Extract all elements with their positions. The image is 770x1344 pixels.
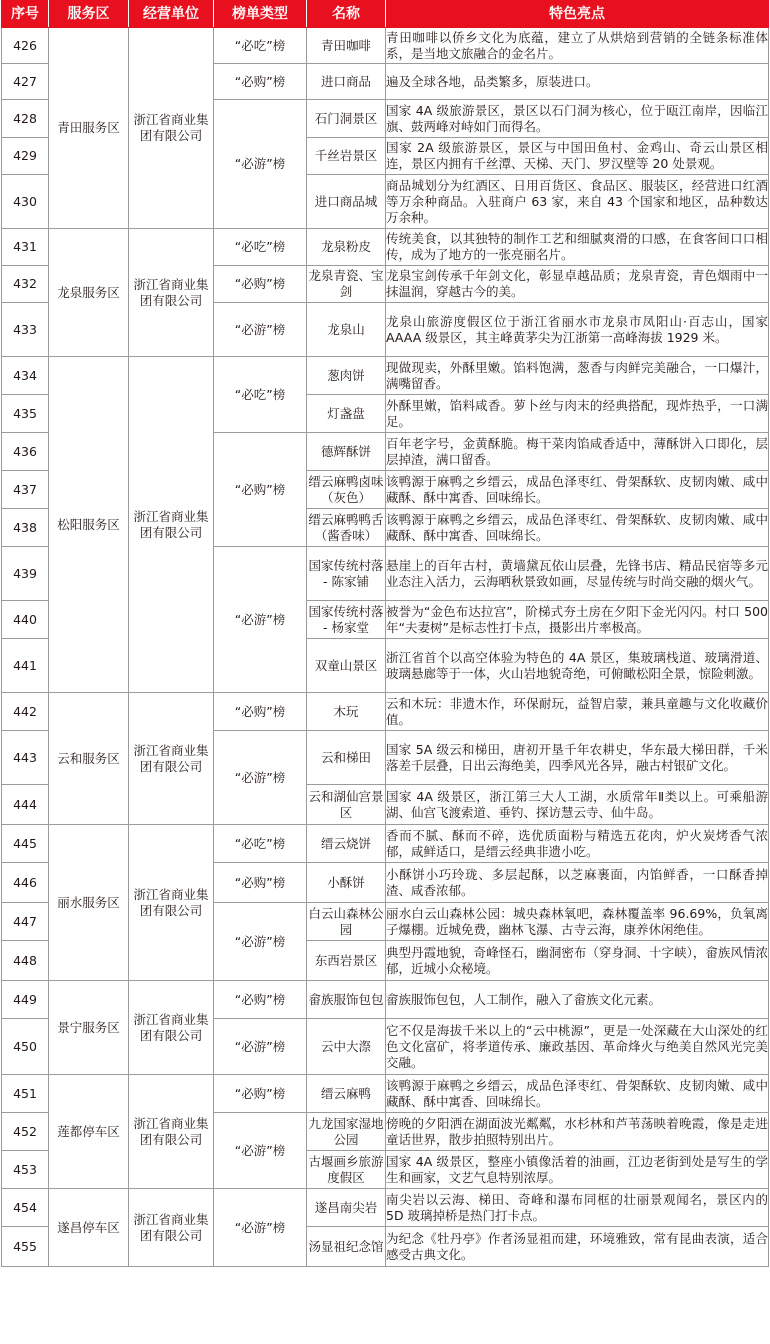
row-seq: 441 bbox=[2, 639, 49, 693]
item-feature: 现做现卖，外酥里嫩。馅料饱满，葱香与肉鲜完美融合，一口爆汁，满嘴留香。 bbox=[386, 357, 769, 395]
item-feature: 该鸭源于麻鸭之乡缙云，成品色泽枣红、骨架酥软、皮韧肉嫩、咸中藏酥、酥中寓香、回味绵长。 bbox=[386, 1075, 769, 1113]
operator-unit: 浙江省商业集团有限公司 bbox=[129, 1189, 214, 1267]
item-feature: 悬崖上的百年古村，黄墙黛瓦依山层叠，先锋书店、精品民宿等多元业态注入活力，云海晒秋景致如画，尽显传统与时尚交融的烟火气。 bbox=[386, 547, 769, 601]
item-feature: 传统美食，以其独特的制作工艺和细腻爽滑的口感，在食客间口口相传，成为了地方的一张亮丽名片。 bbox=[386, 229, 769, 266]
item-name: 灯盏盘 bbox=[307, 395, 386, 433]
row-seq: 428 bbox=[2, 100, 49, 138]
item-feature: 外酥里嫩，馅料咸香。萝卜丝与肉末的经典搭配，现炸热乎，一口满足。 bbox=[386, 395, 769, 433]
item-feature: 该鸭源于麻鸭之乡缙云，成品色泽枣红、骨架酥软、皮韧肉嫩、咸中藏酥、酥中寓香、回味绵长。 bbox=[386, 471, 769, 509]
operator-unit: 浙江省商业集团有限公司 bbox=[129, 357, 214, 693]
item-name: 进口商品 bbox=[307, 64, 386, 100]
row-seq: 434 bbox=[2, 357, 49, 395]
item-name: 木玩 bbox=[307, 693, 386, 731]
table-row bbox=[2, 693, 769, 731]
header-type: 榜单类型 bbox=[214, 1, 307, 28]
item-feature: 南尖岩以云海、梯田、奇峰和瀑布同框的壮丽景观闻名，景区内的 5D 玻璃掉桥是热门打卡点。 bbox=[386, 1189, 769, 1227]
service-area: 松阳服务区 bbox=[49, 357, 129, 693]
item-name: 缙云烧饼 bbox=[307, 825, 386, 863]
row-seq: 454 bbox=[2, 1189, 49, 1227]
list-type: “必吃”榜 bbox=[214, 357, 307, 433]
item-feature: 为纪念《牡丹亭》作者汤显祖而建，环境雅致，常有昆曲表演，适合感受古典文化。 bbox=[386, 1227, 769, 1267]
item-name: 龙泉粉皮 bbox=[307, 229, 386, 266]
row-seq: 429 bbox=[2, 138, 49, 175]
table-row bbox=[2, 229, 769, 266]
list-type: “必购”榜 bbox=[214, 1075, 307, 1113]
item-name: 白云山森林公园 bbox=[307, 903, 386, 941]
item-name: 遂昌南尖岩 bbox=[307, 1189, 386, 1227]
item-feature: 国家 5A 级云和梯田，唐初开垦千年农耕史，华东最大梯田群，千米落差千层叠，日出云海绝美，四季风光各异，融古村银矿文化。 bbox=[386, 731, 769, 785]
header-feature: 特色亮点 bbox=[386, 1, 769, 28]
list-type: “必游”榜 bbox=[214, 1019, 307, 1075]
list-type: “必吃”榜 bbox=[214, 229, 307, 266]
item-feature: 龙泉山旅游度假区位于浙江省丽水市龙泉市凤阳山·百志山，国家 AAAA 级景区，其主峰黄茅尖为江浙第一高峰海拔 1929 米。 bbox=[386, 303, 769, 357]
row-seq: 451 bbox=[2, 1075, 49, 1113]
row-seq: 450 bbox=[2, 1019, 49, 1075]
item-name: 云中大漈 bbox=[307, 1019, 386, 1075]
header-unit: 经营单位 bbox=[129, 1, 214, 28]
list-type: “必购”榜 bbox=[214, 433, 307, 547]
list-type: “必游”榜 bbox=[214, 547, 307, 693]
item-feature: 国家 4A 级旅游景区，景区以石门洞为核心，位于瓯江南岸，因临江旗、鼓两峰对峙如门而得名。 bbox=[386, 100, 769, 138]
item-name: 葱肉饼 bbox=[307, 357, 386, 395]
item-feature: 典型丹霞地貌，奇峰怪石，幽洞密布（穿身洞、十字峡），畲族风情浓郁，近城小众秘境。 bbox=[386, 941, 769, 981]
row-seq: 455 bbox=[2, 1227, 49, 1267]
list-type: “必游”榜 bbox=[214, 100, 307, 229]
item-feature: 傍晚的夕阳洒在湖面波光粼粼，水杉林和芦苇荡映着晚霞，像是走进童话世界，散步拍照特别出片。 bbox=[386, 1113, 769, 1151]
table-row bbox=[2, 1075, 769, 1113]
row-seq: 426 bbox=[2, 28, 49, 64]
row-seq: 432 bbox=[2, 266, 49, 303]
service-area: 莲都停车区 bbox=[49, 1075, 129, 1189]
row-seq: 435 bbox=[2, 395, 49, 433]
list-type: “必购”榜 bbox=[214, 981, 307, 1019]
item-name: 东西岩景区 bbox=[307, 941, 386, 981]
item-name: 缙云麻鸭 bbox=[307, 1075, 386, 1113]
item-name: 国家传统村落 - 陈家铺 bbox=[307, 547, 386, 601]
header-name: 名称 bbox=[307, 1, 386, 28]
header-row bbox=[2, 1, 769, 28]
service-area: 景宁服务区 bbox=[49, 981, 129, 1075]
row-seq: 440 bbox=[2, 601, 49, 639]
item-name: 小酥饼 bbox=[307, 863, 386, 903]
table-row bbox=[2, 981, 769, 1019]
list-type: “必购”榜 bbox=[214, 863, 307, 903]
list-type: “必游”榜 bbox=[214, 731, 307, 825]
item-feature: 遍及全球各地，品类繁多，原装进口。 bbox=[386, 64, 769, 100]
item-feature: 被誉为“金色布达拉宫”，阶梯式夯土房在夕阳下金光闪闪。村口 500 年“夫妻树”是标志性打卡点，摄影出片率极高。 bbox=[386, 601, 769, 639]
list-type: “必游”榜 bbox=[214, 303, 307, 357]
service-area: 丽水服务区 bbox=[49, 825, 129, 981]
row-seq: 433 bbox=[2, 303, 49, 357]
row-seq: 445 bbox=[2, 825, 49, 863]
operator-unit: 浙江省商业集团有限公司 bbox=[129, 981, 214, 1075]
operator-unit: 浙江省商业集团有限公司 bbox=[129, 693, 214, 825]
ranking-table bbox=[1, 0, 769, 1267]
list-type: “必购”榜 bbox=[214, 64, 307, 100]
item-name: 汤显祖纪念馆 bbox=[307, 1227, 386, 1267]
item-name: 德辉酥饼 bbox=[307, 433, 386, 471]
item-feature: 商品城划分为红酒区、日用百货区、食品区、服装区，经营进口红酒等万余种商品。入驻商户 63 家，来自 43 个国家和地区，品种数达万余种。 bbox=[386, 175, 769, 229]
item-feature: 国家 2A 级旅游景区，景区与中国田鱼村、金鸡山、奇云山景区相连，景区内拥有千丝潭、天梯、天门、罗汉壁等 20 处景观。 bbox=[386, 138, 769, 175]
item-name: 千丝岩景区 bbox=[307, 138, 386, 175]
row-seq: 448 bbox=[2, 941, 49, 981]
operator-unit: 浙江省商业集团有限公司 bbox=[129, 28, 214, 229]
item-feature: 该鸭源于麻鸭之乡缙云，成品色泽枣红、骨架酥软、皮韧肉嫩、咸中藏酥、酥中寓香、回味绵长。 bbox=[386, 509, 769, 547]
list-type: “必购”榜 bbox=[214, 266, 307, 303]
item-name: 青田咖啡 bbox=[307, 28, 386, 64]
item-feature: 香而不腻、酥而不碎，选优质面粉与精选五花肉，炉火炭烤香气浓郁，咸鲜适口，是缙云经典非遗小吃。 bbox=[386, 825, 769, 863]
operator-unit: 浙江省商业集团有限公司 bbox=[129, 825, 214, 981]
item-name: 云和湖仙宫景区 bbox=[307, 785, 386, 825]
list-type: “必游”榜 bbox=[214, 903, 307, 981]
table-row bbox=[2, 1189, 769, 1227]
row-seq: 431 bbox=[2, 229, 49, 266]
service-area: 遂昌停车区 bbox=[49, 1189, 129, 1267]
item-feature: 百年老字号，金黄酥脆。梅干菜肉馅咸香适中，薄酥饼入口即化，层层掉渣，满口留香。 bbox=[386, 433, 769, 471]
item-name: 古堰画乡旅游度假区 bbox=[307, 1151, 386, 1189]
operator-unit: 浙江省商业集团有限公司 bbox=[129, 1075, 214, 1189]
operator-unit: 浙江省商业集团有限公司 bbox=[129, 229, 214, 357]
row-seq: 443 bbox=[2, 731, 49, 785]
service-area: 青田服务区 bbox=[49, 28, 129, 229]
item-name: 进口商品城 bbox=[307, 175, 386, 229]
table-row bbox=[2, 357, 769, 395]
row-seq: 427 bbox=[2, 64, 49, 100]
row-seq: 430 bbox=[2, 175, 49, 229]
row-seq: 439 bbox=[2, 547, 49, 601]
item-feature: 畲族服饰包包，人工制作，融入了畲族文化元素。 bbox=[386, 981, 769, 1019]
item-name: 畲族服饰包包 bbox=[307, 981, 386, 1019]
row-seq: 453 bbox=[2, 1151, 49, 1189]
header-seq: 序号 bbox=[2, 1, 49, 28]
item-name: 云和梯田 bbox=[307, 731, 386, 785]
item-feature: 它不仅是海拔千米以上的“云中桃源”，更是一处深藏在大山深处的红色文化富矿，将孝道传承、廉政基因、革命烽火与绝美自然风光完美交融。 bbox=[386, 1019, 769, 1075]
row-seq: 452 bbox=[2, 1113, 49, 1151]
item-feature: 青田咖啡以侨乡文化为底蕴，建立了从烘焙到营销的全链条标准体系，是当地文旅融合的金名片。 bbox=[386, 28, 769, 64]
row-seq: 447 bbox=[2, 903, 49, 941]
list-type: “必游”榜 bbox=[214, 1189, 307, 1267]
item-name: 龙泉山 bbox=[307, 303, 386, 357]
list-type: “必游”榜 bbox=[214, 1113, 307, 1189]
item-name: 石门洞景区 bbox=[307, 100, 386, 138]
item-feature: 国家 4A 级景区，整座小镇像活着的油画，江边老街到处是写生的学生和画家，文艺气息特别浓厚。 bbox=[386, 1151, 769, 1189]
row-seq: 438 bbox=[2, 509, 49, 547]
table-row bbox=[2, 825, 769, 863]
item-name: 双童山景区 bbox=[307, 639, 386, 693]
row-seq: 444 bbox=[2, 785, 49, 825]
item-feature: 浙江省首个以高空体验为特色的 4A 景区，集玻璃栈道、玻璃滑道、玻璃悬廊等于一体，火山岩地貌奇绝，可俯瞰松阳全景，惊险刺激。 bbox=[386, 639, 769, 693]
table-row bbox=[2, 28, 769, 64]
row-seq: 436 bbox=[2, 433, 49, 471]
row-seq: 442 bbox=[2, 693, 49, 731]
header-area: 服务区 bbox=[49, 1, 129, 28]
row-seq: 446 bbox=[2, 863, 49, 903]
item-feature: 小酥饼小巧玲珑、多层起酥，以芝麻裹面，内馅鲜香，一口酥香掉渣、咸香浓郁。 bbox=[386, 863, 769, 903]
list-type: “必吃”榜 bbox=[214, 825, 307, 863]
item-feature: 国家 4A 级景区，浙江第三大人工湖，水质常年Ⅱ类以上。可乘船游湖、仙宫飞渡索道、垂钓、探访慧云寺、仙牛岛。 bbox=[386, 785, 769, 825]
row-seq: 437 bbox=[2, 471, 49, 509]
item-feature: 丽水白云山森林公园：城央森林氧吧，森林覆盖率 96.69%，负氧离子爆棚。近城免费，幽林飞瀑、古寺云海，康养休闲绝佳。 bbox=[386, 903, 769, 941]
item-name: 龙泉青瓷、宝剑 bbox=[307, 266, 386, 303]
item-name: 九龙国家湿地公园 bbox=[307, 1113, 386, 1151]
item-name: 缙云麻鸭卤味（灰色） bbox=[307, 471, 386, 509]
item-name: 国家传统村落 - 杨家堂 bbox=[307, 601, 386, 639]
list-type: “必购”榜 bbox=[214, 693, 307, 731]
item-name: 缙云麻鸭鸭舌（酱香味） bbox=[307, 509, 386, 547]
item-feature: 云和木玩：非遗木作，环保耐玩，益智启蒙，兼具童趣与文化收藏价值。 bbox=[386, 693, 769, 731]
item-feature: 龙泉宝剑传承千年剑文化，彰显卓越品质；龙泉青瓷，青色烟雨中一抹温润，穿越古今的美。 bbox=[386, 266, 769, 303]
row-seq: 449 bbox=[2, 981, 49, 1019]
list-type: “必吃”榜 bbox=[214, 28, 307, 64]
service-area: 云和服务区 bbox=[49, 693, 129, 825]
service-area: 龙泉服务区 bbox=[49, 229, 129, 357]
